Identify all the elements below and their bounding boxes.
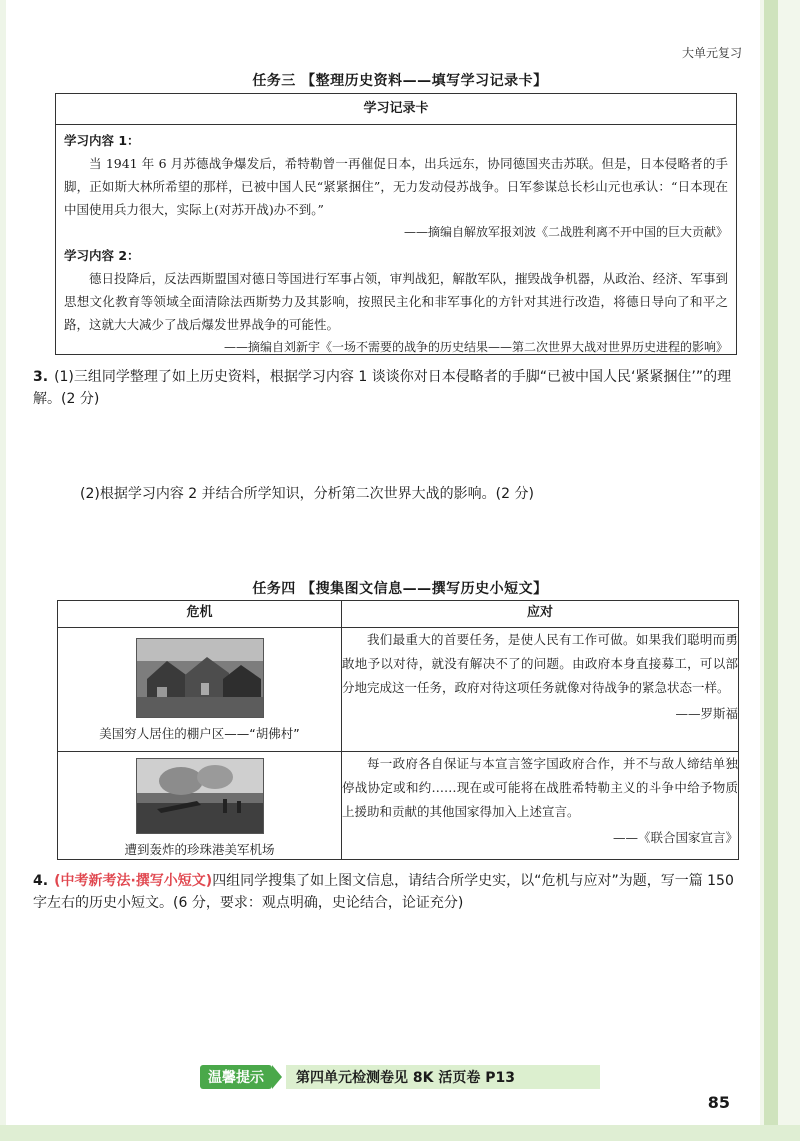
- content2-text: 德日投降后，反法西斯盟国对德日等国进行军事占领，审判战犯，解散军队，摧毁战争机器，从政治、经济、军事到思想文化教育等领域全面清除法西斯势力及其影响，按照民主化和非军事化的方针对其进行改造，将德日导向了和平之路，这就大大减少了战后爆发世界战争的可能性。: [64, 271, 728, 332]
- col-response-header: 应对: [342, 601, 739, 628]
- unit-tag: 大单元复习: [681, 46, 742, 60]
- tip-badge: 温馨提示: [200, 1065, 272, 1089]
- table-row: [58, 628, 739, 752]
- content1-text: 当 1941 年 6 月苏德战争爆发后，希特勒曾一再催促日本，出兵远东，协同德国夹击苏联。但是，日本侵略者的手脚，正如斯大林所希望的那样，已被中国人民“紧紧捆住”，无力发动侵苏战争。日军参谋总长杉山元也承认：“日本现在中国使用兵力很大，实际上(对苏开战)办不到。”: [64, 156, 728, 217]
- question-3-part1: [33, 366, 743, 410]
- question-3-number: 3.: [33, 369, 49, 385]
- table-row: [58, 752, 739, 860]
- content2-source: ——摘编自刘新宇《一场不需要的战争的历史结果——第二次世界大战对世界历史进程的影响》: [223, 340, 728, 354]
- response-cell: [342, 628, 739, 752]
- question-4-text: 四组同学搜集了如上图文信息，请结合所学史实，以“危机与应对”为题，写一篇 150 字左右的历史小短文。(6 分，要求：观点明确，史论结合，论证充分): [33, 873, 734, 911]
- tip-text: 第四单元检测卷见 8K 活页卷 P13: [286, 1065, 600, 1089]
- question-3-part2: (2)根据学习内容 2 并结合所学知识，分析第二次世界大战的影响。(2 分): [80, 486, 534, 502]
- content2-label: 学习内容 2：: [64, 248, 140, 263]
- card-title: 学习记录卡: [56, 94, 736, 125]
- pearl-harbor-photo: [136, 758, 264, 834]
- crisis-caption: 遭到轰炸的珍珠港美军机场: [124, 842, 275, 857]
- task4-title: 任务四 【搜集图文信息——撰写历史小短文】: [252, 581, 548, 597]
- page-edge-right: [760, 0, 800, 1141]
- content1-source: ——摘编自解放军报刘波《二战胜利离不开中国的巨大贡献》: [403, 225, 728, 239]
- hooverville-photo: [136, 638, 264, 718]
- response-text: 每一政府各自保证与本宣言签字国政府合作，并不与敌人缔结单独停战协定或和约……现在或可能将在战胜希特勒主义的斗争中给予物质上援助和贡献的其他国家得加入上述宣言。: [342, 756, 738, 819]
- response-text: 我们最重大的首要任务，是使人民有工作可做。如果我们聪明而勇敢地予以对待，就没有解决不了的问题。由政府本身直接募工，可以部分地完成这一任务，政府对待这项任务就像对待战争的紧急状态一样。: [342, 632, 738, 695]
- question-4-tag: (中考新考法·撰写小短文): [54, 873, 213, 889]
- response-cell: [342, 752, 739, 860]
- response-source: ——罗斯福: [675, 706, 738, 721]
- col-crisis-header: 危机: [58, 601, 342, 628]
- study-record-card: [55, 93, 737, 355]
- response-source: ——《联合国家宣言》: [612, 830, 738, 845]
- page-edge-left: [0, 0, 6, 1141]
- page-number: 85: [707, 1093, 730, 1112]
- content1-label: 学习内容 1：: [64, 133, 140, 148]
- task3-title: 任务三 【整理历史资料——填写学习记录卡】: [252, 73, 548, 89]
- crisis-response-table: [57, 600, 739, 860]
- footer-tip: [200, 1065, 600, 1089]
- page-edge-bottom: [0, 1125, 800, 1141]
- crisis-caption: 美国穷人居住的棚户区——“胡佛村”: [99, 726, 300, 741]
- crisis-cell: [58, 628, 342, 752]
- question-3-part1-text: (1)三组同学整理了如上历史资料，根据学习内容 1 谈谈你对日本侵略者的手脚“已被中国人民‘紧紧捆住’”的理解。(2 分): [33, 369, 732, 407]
- question-4: [33, 870, 743, 914]
- question-4-number: 4.: [33, 873, 49, 889]
- crisis-cell: [58, 752, 342, 860]
